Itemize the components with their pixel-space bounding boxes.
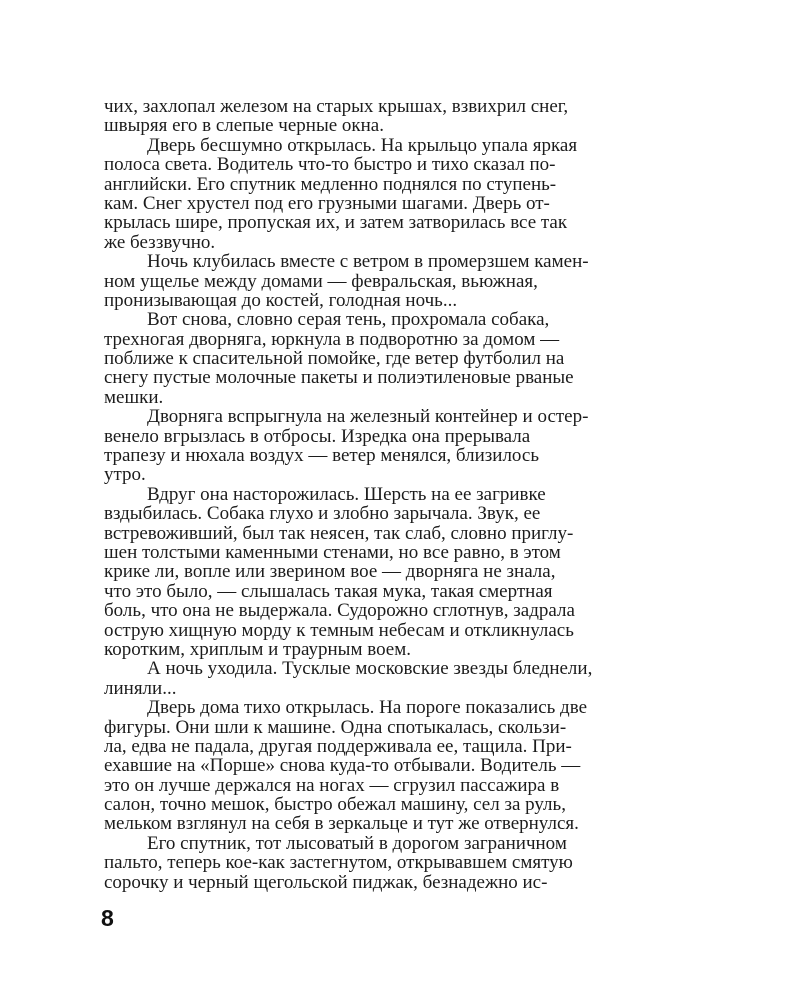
text-line: швыряя его в слепые черные окна. bbox=[104, 115, 384, 137]
text-line: ехавшие на «Порше» снова куда-то отбывали. Водитель — bbox=[104, 755, 581, 777]
text-line: кам. Снег хрустел под его грузными шагами. Дверь от- bbox=[104, 192, 550, 214]
text-line: коротким, хриплым и траурным воем. bbox=[104, 638, 412, 660]
text-line: поближе к спасительной помойке, где ветер футболил на bbox=[104, 348, 565, 370]
text-line: английски. Его спутник медленно поднялся по ступень- bbox=[104, 173, 557, 195]
text-line: чих, захлопал железом на старых крышах, взвихрил снег, bbox=[104, 96, 569, 117]
text-line: Дверь дома тихо открылась. На пороге показались две bbox=[147, 697, 588, 719]
text-line: вздыбилась. Собака глухо и злобно зарычала. Звук, ее bbox=[104, 503, 541, 525]
text-line: линяли... bbox=[104, 677, 177, 699]
text-line: ла, едва не падала, другая поддерживала ее, тащила. При- bbox=[104, 735, 572, 757]
text-line: Вот снова, словно серая тень, прохромала собака, bbox=[147, 309, 550, 331]
text-line: полоса света. Водитель что-то быстро и тихо сказал по- bbox=[104, 154, 556, 176]
text-line: что это было, — слышалась такая мука, такая смертная bbox=[104, 580, 553, 602]
text-line: боль, что она не выдержала. Судорожно сглотнув, задрала bbox=[104, 600, 575, 622]
text-line: Дверь бесшумно открылась. На крыльцо упала яркая bbox=[147, 134, 578, 156]
text-line: Ночь клубилась вместе с ветром в промерзшем камен- bbox=[147, 251, 589, 273]
text-line: Дворняга вспрыгнула на железный контейнер и остер- bbox=[147, 406, 589, 428]
text-line: утро. bbox=[104, 464, 146, 486]
text-line: встревоживший, был так неясен, так слаб, словно приглу- bbox=[104, 522, 574, 544]
text-line: мельком взглянул на себя в зеркальце и тут же отвернулся. bbox=[104, 813, 579, 835]
page-number: 8 bbox=[101, 905, 114, 931]
text-line: А ночь уходила. Тусклые московские звезды бледнели, bbox=[147, 658, 593, 680]
text-line: крылась шире, пропуская их, и затем затворилась все так bbox=[104, 212, 568, 234]
text-line: пальто, теперь кое-как застегнутом, открывавшем смятую bbox=[104, 852, 573, 874]
text-line: салон, точно мешок, быстро обежал машину, сел за руль, bbox=[104, 794, 566, 816]
text-line: крике ли, вопле или зверином вое — дворняга не знала, bbox=[104, 561, 556, 583]
text-line: трехногая дворняга, юркнула в подворотню за домом — bbox=[104, 328, 560, 350]
text-line: это он лучше держался на ногах — сгрузил пассажира в bbox=[104, 774, 560, 796]
text-line: же беззвучно. bbox=[104, 231, 216, 253]
text-line: Его спутник, тот лысоватый в дорогом заграничном bbox=[147, 832, 567, 854]
text-line: острую хищную морду к темным небесам и откликнулась bbox=[104, 619, 574, 641]
text-line: снегу пустые молочные пакеты и полиэтиленовые рваные bbox=[104, 367, 574, 389]
text-line: венело вгрызлась в отбросы. Изредка она прерывала bbox=[104, 425, 531, 447]
text-line: шен толстыми каменными стенами, но все равно, в этом bbox=[104, 541, 561, 563]
text-line: трапезу и нюхала воздух — ветер менялся, близилось bbox=[104, 445, 539, 467]
text-line: пронизывающая до костей, голодная ночь... bbox=[104, 289, 458, 311]
text-line: фигуры. Они шли к машине. Одна спотыкалась, скользи- bbox=[104, 716, 567, 738]
text-line: мешки. bbox=[104, 386, 164, 408]
text-line: Вдруг она насторожилась. Шерсть на ее загривке bbox=[147, 483, 546, 505]
body-text bbox=[104, 97, 706, 892]
text-line: сорочку и черный щегольской пиджак, безнадежно ис- bbox=[104, 871, 548, 893]
text-line: ном ущелье между домами — февральская, вьюжная, bbox=[104, 270, 538, 292]
